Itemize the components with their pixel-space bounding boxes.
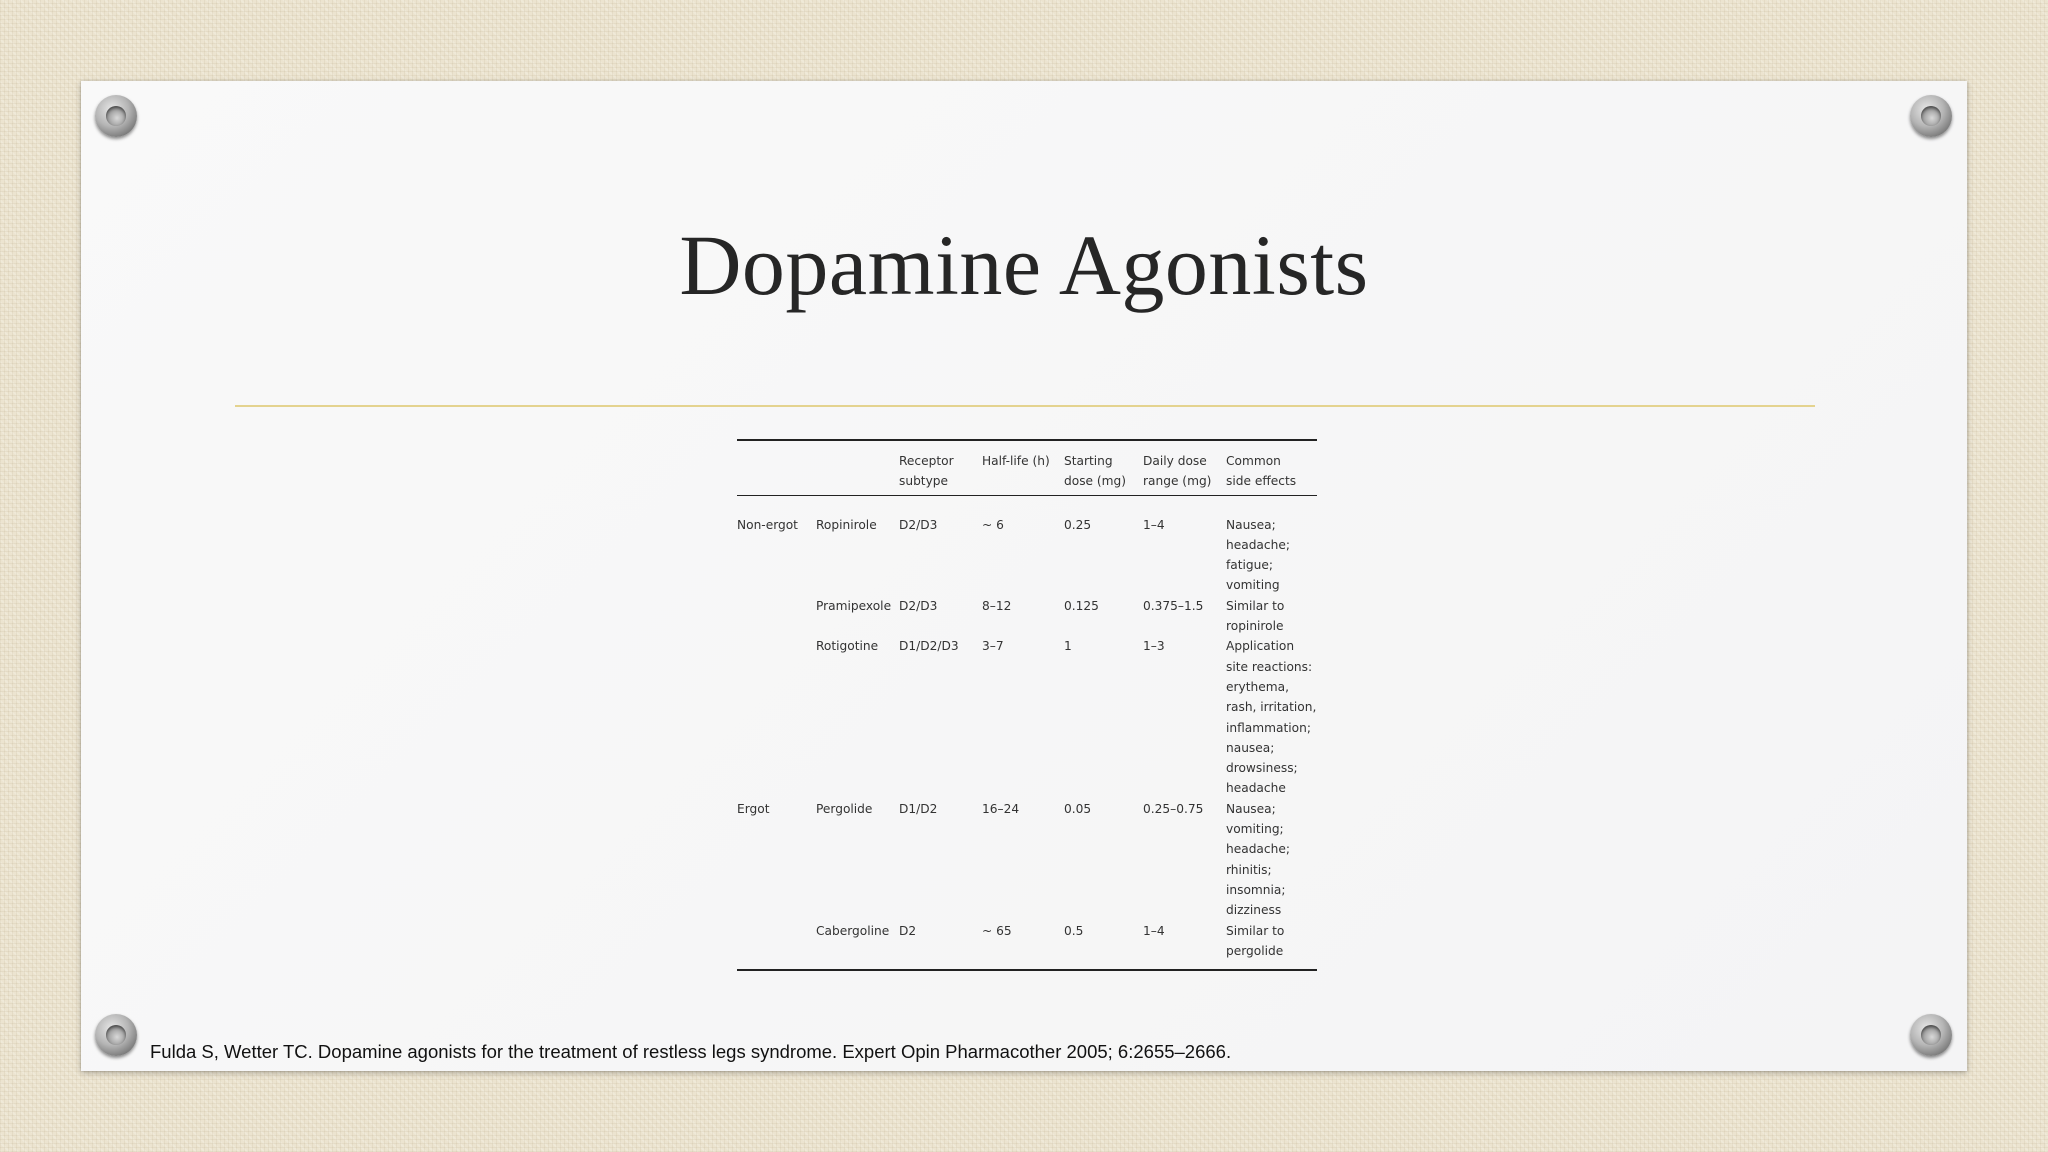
- cell-side-effects: [1226, 596, 1317, 637]
- side-effect-line: vomiting: [1226, 578, 1280, 593]
- column-header-line: Half-life (h): [982, 454, 1050, 468]
- column-header-line: subtype: [899, 474, 949, 489]
- side-effect-line: Nausea;: [1226, 517, 1276, 532]
- cell-class: [737, 596, 816, 637]
- side-effect-line: rhinitis;: [1226, 862, 1272, 877]
- grommet-bottom-left-icon: [95, 1014, 137, 1056]
- cell-class: Ergot: [737, 801, 770, 816]
- title-divider: [235, 405, 1815, 407]
- column-header: [1226, 440, 1317, 495]
- column-header: [1064, 440, 1143, 495]
- column-header-line: [737, 451, 816, 471]
- column-header-line: Receptor: [899, 454, 954, 468]
- column-header: [899, 440, 982, 495]
- cell-starting-dose: 1: [1064, 639, 1072, 654]
- column-header-line: [816, 451, 899, 471]
- cell-starting-dose: 0.5: [1064, 921, 1143, 971]
- cell-side-effects: [1226, 921, 1317, 971]
- cell-half-life: 3–7: [982, 639, 1004, 654]
- cell-daily-range: 0.375–1.5: [1143, 598, 1204, 613]
- column-header-line: side effects: [1226, 474, 1297, 489]
- side-effect-line: headache;: [1226, 842, 1290, 857]
- side-effect-line: rash, irritation,: [1226, 700, 1317, 715]
- side-effect-line: erythema,: [1226, 679, 1289, 694]
- side-effect-line: inflammation;: [1226, 720, 1311, 735]
- column-header-line: Common: [1226, 454, 1281, 468]
- table-row: [737, 636, 1317, 798]
- side-effect-line: headache: [1226, 781, 1286, 796]
- column-header-line: Starting: [1064, 454, 1113, 468]
- cell-daily-range: 1–3: [1143, 639, 1165, 654]
- cell-drug: Ropinirole: [816, 517, 877, 532]
- cell-side-effects: [1226, 495, 1317, 596]
- cell-receptor: D2/D3: [899, 598, 938, 613]
- column-header-line: [816, 471, 899, 491]
- side-effect-line: fatigue;: [1226, 558, 1273, 573]
- table-row: [737, 495, 1317, 596]
- cell-drug: Pramipexole: [816, 598, 892, 613]
- cell-starting-dose: 0.05: [1064, 801, 1092, 816]
- cell-starting-dose: 0.125: [1064, 598, 1099, 613]
- side-effect-line: vomiting;: [1226, 822, 1284, 837]
- cell-receptor: D2/D3: [899, 517, 938, 532]
- column-header-line: dose (mg): [1064, 474, 1127, 489]
- cell-daily-range: 1–4: [1143, 921, 1226, 971]
- cell-daily-range: 1–4: [1143, 517, 1165, 532]
- dopamine-agonists-table: [737, 439, 1317, 971]
- column-header-line: range (mg): [1143, 474, 1212, 489]
- cell-receptor: D2: [899, 921, 982, 971]
- side-effect-line: Similar to: [1226, 598, 1285, 613]
- side-effect-line: Application: [1226, 639, 1295, 654]
- cell-half-life: 16–24: [982, 801, 1020, 816]
- column-header-line: [982, 471, 1064, 491]
- side-effect-line: dizziness: [1226, 903, 1282, 918]
- side-effect-line: Nausea;: [1226, 801, 1276, 816]
- column-header: [737, 440, 816, 495]
- cell-class: [737, 921, 816, 971]
- cell-side-effects: [1226, 799, 1317, 921]
- table-row: [737, 799, 1317, 921]
- side-effect-line: Similar to: [1226, 923, 1285, 938]
- table-row: [737, 921, 1317, 971]
- citation: Fulda S, Wetter TC. Dopamine agonists for the treatment of restless legs syndrome. Expert Opin Pharmacother 2005; 6:2655–2666.: [150, 1041, 1232, 1062]
- cell-drug: Cabergoline: [816, 921, 899, 971]
- side-effect-line: headache;: [1226, 537, 1290, 552]
- column-header: [1143, 440, 1226, 495]
- side-effect-line: insomnia;: [1226, 882, 1286, 897]
- cell-drug: Rotigotine: [816, 639, 879, 654]
- cell-class: [737, 636, 816, 798]
- cell-class: Non-ergot: [737, 517, 798, 532]
- column-header-line: [737, 471, 816, 491]
- cell-receptor: D1/D2/D3: [899, 639, 959, 654]
- cell-daily-range: 0.25–0.75: [1143, 801, 1204, 816]
- side-effect-line: site reactions:: [1226, 659, 1313, 674]
- side-effect-line: nausea;: [1226, 740, 1275, 755]
- table-header-row: [737, 440, 1317, 495]
- grommet-bottom-right-icon: [1910, 1014, 1952, 1056]
- grommet-top-right-icon: [1910, 95, 1952, 137]
- table-row: [737, 596, 1317, 637]
- side-effect-line: pergolide: [1226, 943, 1284, 958]
- column-header-line: Daily dose: [1143, 454, 1207, 468]
- cell-receptor: D1/D2: [899, 801, 938, 816]
- cell-half-life: ~ 6: [982, 517, 1004, 532]
- side-effect-line: ropinirole: [1226, 619, 1284, 634]
- cell-drug: Pergolide: [816, 801, 873, 816]
- slide-title: Dopamine Agonists: [679, 217, 1369, 313]
- cell-starting-dose: 0.25: [1064, 517, 1092, 532]
- dopamine-agonists-table-container: [737, 439, 1317, 971]
- cell-side-effects: [1226, 636, 1317, 798]
- column-header: [816, 440, 899, 495]
- table-body: [737, 495, 1317, 970]
- cell-half-life: ~ 65: [982, 921, 1064, 971]
- column-header: [982, 440, 1064, 495]
- grommet-top-left-icon: [95, 95, 137, 137]
- side-effect-line: drowsiness;: [1226, 761, 1298, 776]
- cell-half-life: 8–12: [982, 598, 1012, 613]
